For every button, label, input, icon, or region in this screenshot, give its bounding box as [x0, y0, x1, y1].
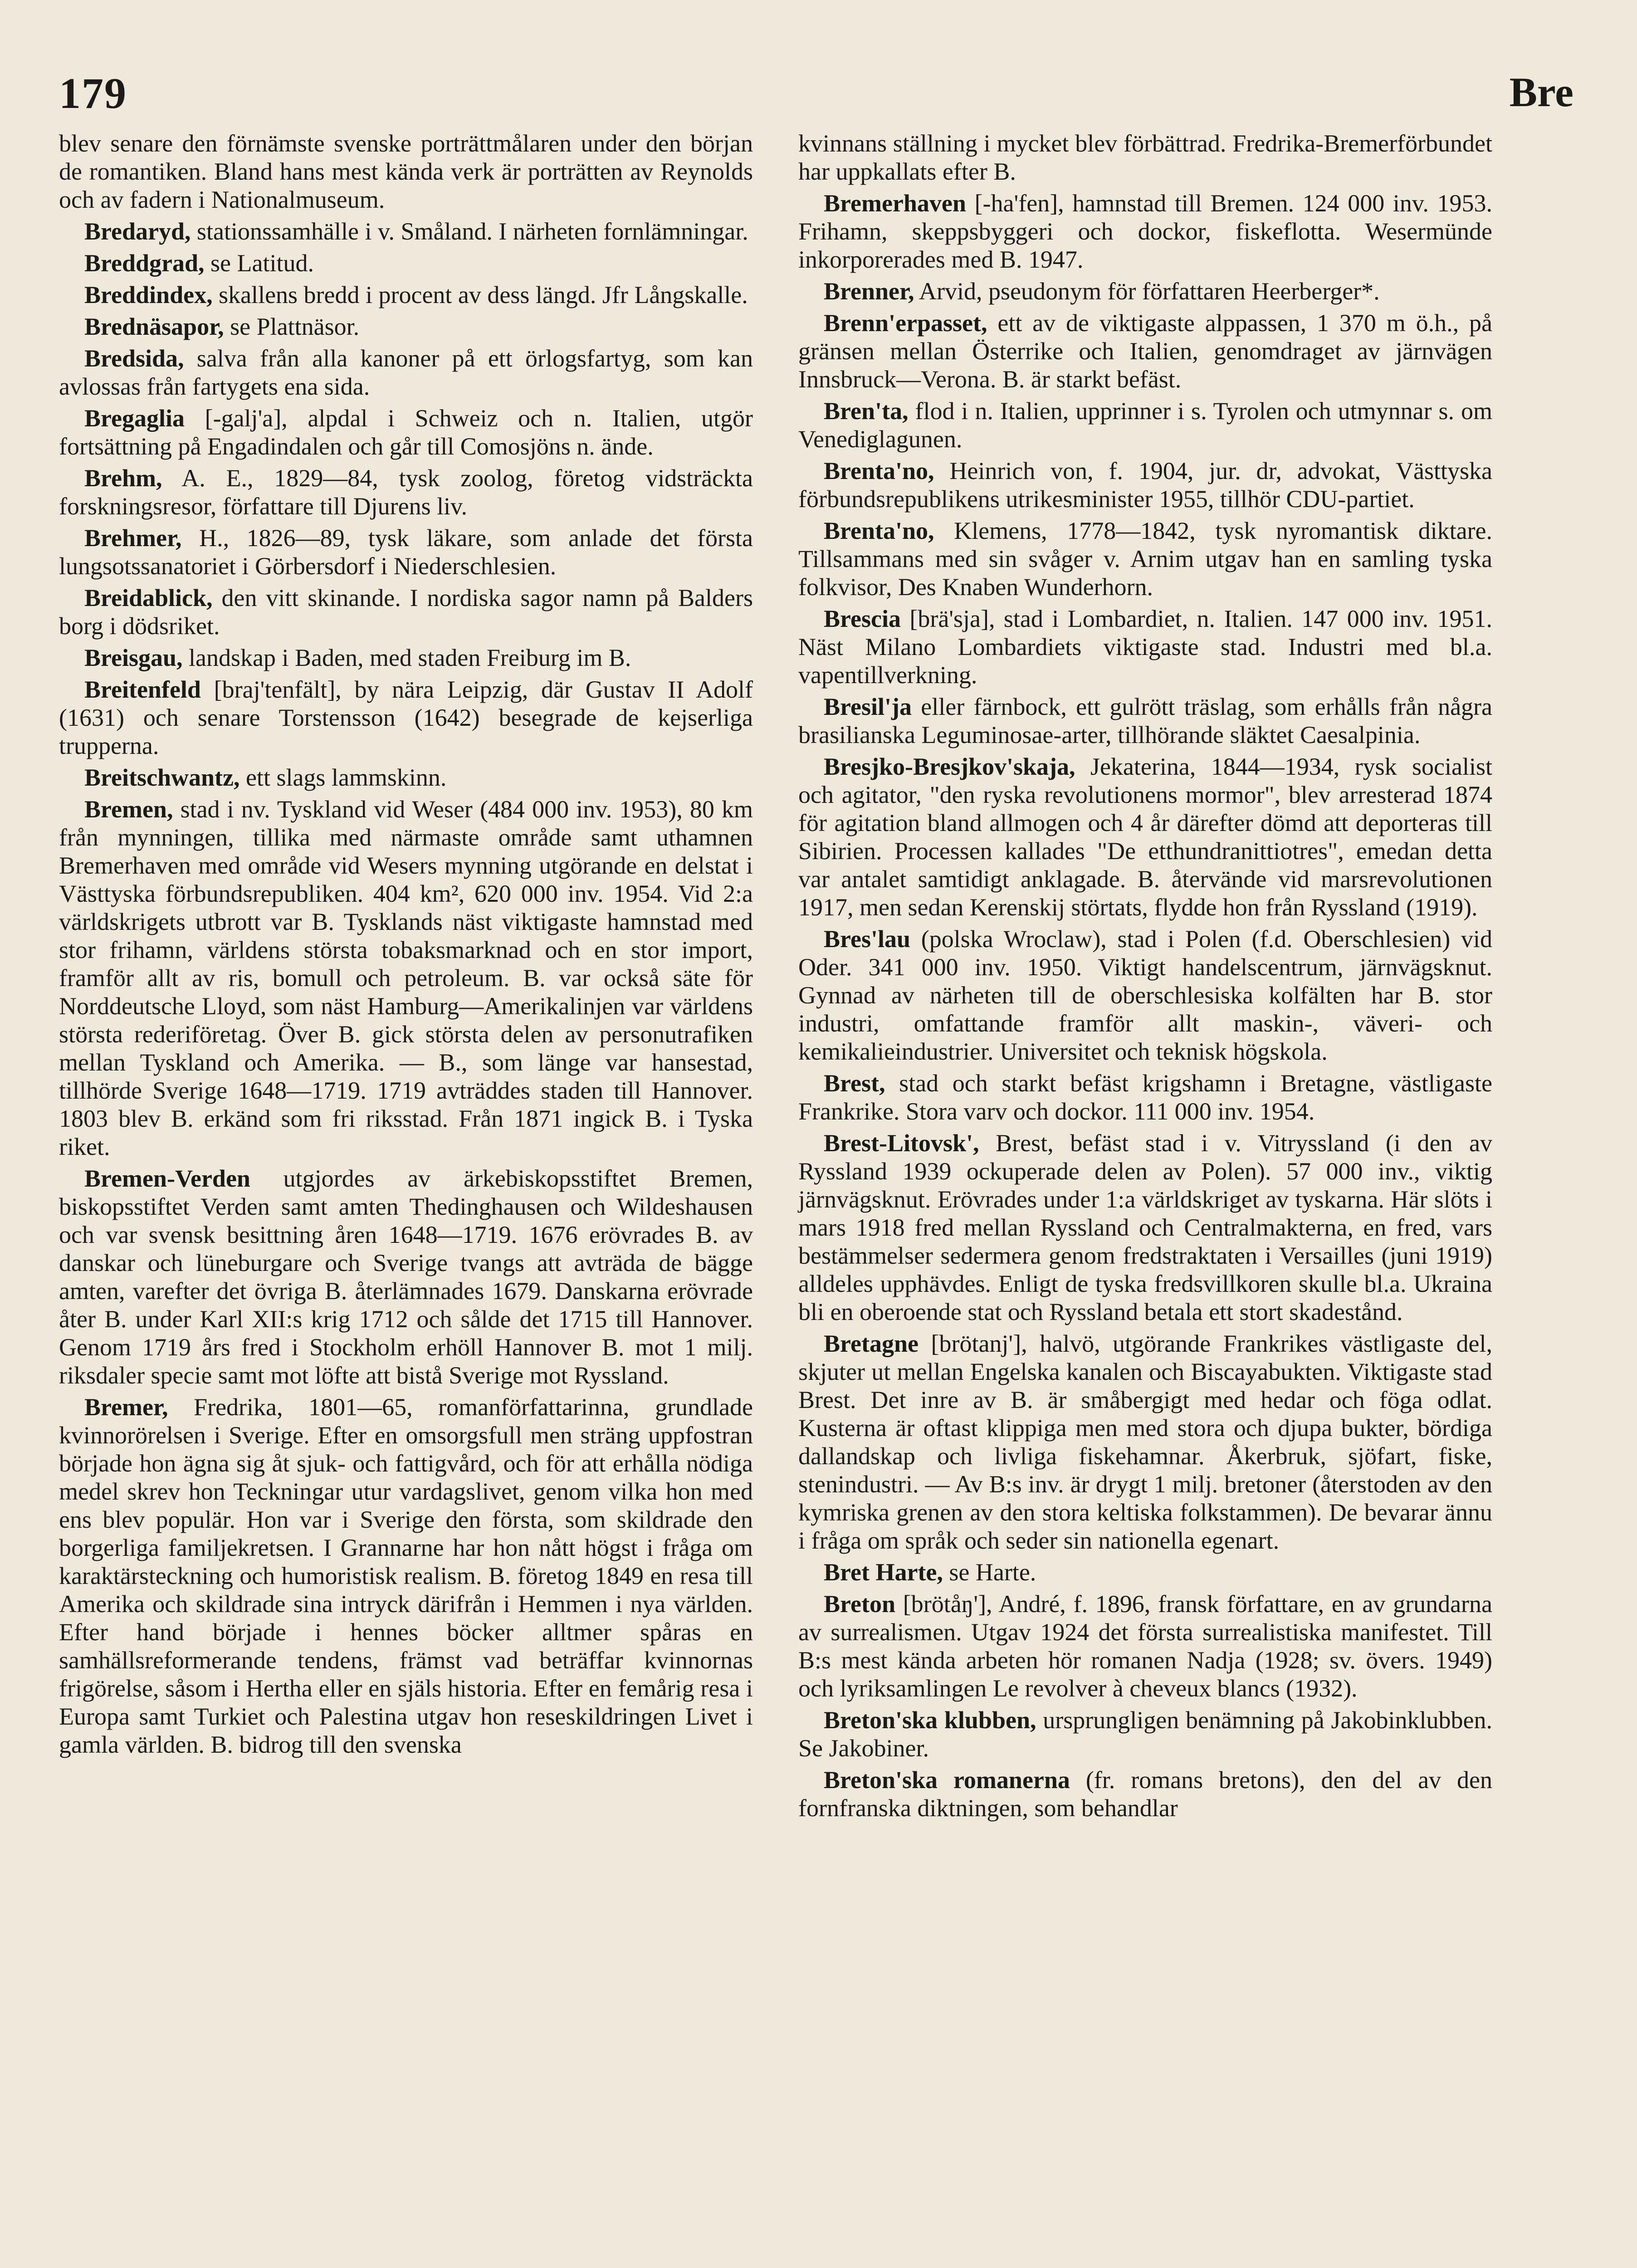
entry-text: se Plattnäsor. — [224, 313, 360, 340]
dictionary-entry — [798, 753, 1492, 921]
dictionary-entry — [59, 763, 753, 792]
dictionary-entry — [798, 189, 1492, 274]
entry-text: skallens bredd i procent av dess längd. Jfr Långskalle. — [212, 281, 748, 308]
dictionary-entry — [59, 281, 753, 309]
dictionary-entry — [59, 524, 753, 580]
entry-headword: Breton'ska romanerna — [824, 1766, 1070, 1794]
entry-text: Brest, befäst stad i v. Vitryssland (i den av Ryssland 1939 ockuperade delen av Polen). 57 000 inv., viktig järnvägsknut. Erövrades under 1:a världskriget av tyskarna. Här slöts i mars 1918 fred mellan Ryssland och Centralmakterna, en fred, vars bestämmelser sedermera genom fredstraktaten i Versailles (juni 1919) alldeles upphävdes. Enligt de tyska fredsvillkoren skulle bl.a. Ukraina bli en oberoende stat och Ryssland betala ett stort skadestånd. — [798, 1129, 1492, 1325]
dictionary-entry — [798, 1129, 1492, 1326]
entry-headword: Breidablick, — [84, 584, 213, 611]
dictionary-entry — [798, 1558, 1492, 1586]
entry-text: [brötåŋ'], André, f. 1896, fransk författare, en av grundarna av surrealismen. Utgav 1924 det första surrealistiska manifestet. Till B:s mest kända arbeten hör romanen Nadja (1928; sv. övers. 1949) och lyriksamlingen Le revolver à cheveux blancs (1932). — [798, 1590, 1492, 1702]
entry-text: [brä'sja], stad i Lombardiet, n. Italien. 147 000 inv. 1951. Näst Milano Lombardiets viktigaste stad. Industri med bl.a. vapentillverkning. — [798, 605, 1492, 689]
entry-text: [-ha'fen], hamnstad till Bremen. 124 000 inv. 1953. Frihamn, skeppsbyggeri och dockor, fiskeflotta. Wesermünde inkorporerades med B. 1947. — [798, 190, 1492, 273]
entry-text: A. E., 1829—84, tysk zoolog, företog vidsträckta forskningsresor, författare till Djurens liv. — [59, 464, 753, 520]
page-number: 179 — [59, 69, 127, 117]
entry-headword: Brescia — [824, 605, 901, 632]
dictionary-entry — [59, 344, 753, 401]
entry-headword: Bresjko-Bresjkov'skaja, — [824, 753, 1075, 780]
entry-headword: Breddgrad, — [84, 249, 205, 277]
entry-headword: Bremerhaven — [824, 190, 966, 217]
entry-headword: Bredaryd, — [84, 218, 191, 245]
dictionary-entry — [798, 309, 1492, 393]
dictionary-entry — [798, 1590, 1492, 1702]
entry-text: H., 1826—89, tysk läkare, som anlade det första lungsotssanatoriet i Görbersdorf i Niederschlesien. — [59, 524, 753, 580]
entry-headword: Brenta'no, — [824, 517, 934, 544]
entry-headword: Bres'lau — [824, 925, 911, 953]
dictionary-entry — [798, 129, 1492, 186]
entry-text: Arvid, pseudonym för författaren Heerberger*. — [914, 278, 1380, 305]
running-headword: Bre — [1509, 69, 1573, 115]
right-column — [798, 129, 1492, 1826]
dictionary-entry — [798, 1706, 1492, 1762]
entry-headword: Bretagne — [824, 1330, 919, 1357]
dictionary-entry — [798, 397, 1492, 453]
entry-text: Jekaterina, 1844—1934, rysk socialist och agitator, "den ryska revolutionens mormor", blev arresterad 1874 för agitation bland allmogen och 4 år därefter dömd att deporteras till Sibirien. Processen kallades "De etthundranittiotres", emedan detta var antalet samtidigt anklagade. B. återvände vid marsrevolutionen 1917, men sedan Kerenskij störtats, flydde hon från Ryssland (1919). — [798, 753, 1492, 921]
entry-text: stationssamhälle i v. Småland. I närheten fornlämningar. — [191, 218, 748, 245]
entry-text: den vitt skinande. I nordiska sagor namn på Balders borg i dödsriket. — [59, 584, 753, 640]
entry-text: ett av de viktigaste alppassen, 1 370 m ö.h., på gränsen mellan Österrike och Italien, genomdraget av järnvägen Innsbruck—Verona. B. är starkt befäst. — [798, 309, 1492, 393]
dictionary-entry — [798, 693, 1492, 749]
entry-headword: Bredsida, — [84, 345, 184, 372]
dictionary-entry — [798, 277, 1492, 305]
entry-text: [-galj'a], alpdal i Schweiz och n. Italien, utgör fortsättning på Engadindalen och går till Comosjöns n. ände. — [59, 405, 753, 460]
dictionary-entry — [798, 1766, 1492, 1822]
entry-headword: Bren'ta, — [824, 397, 909, 425]
dictionary-entry — [798, 1330, 1492, 1554]
entry-headword: Brednäsapor, — [84, 313, 224, 340]
dictionary-entry — [59, 464, 753, 520]
entry-text: se Harte. — [943, 1559, 1036, 1586]
entry-headword: Brehmer, — [84, 524, 182, 552]
entry-headword: Breton'ska klubben, — [824, 1706, 1036, 1734]
dictionary-entry — [798, 517, 1492, 601]
entry-text: (fr. romans bretons), den del av den fornfranska diktningen, som behandlar — [798, 1766, 1492, 1822]
entry-headword: Breddindex, — [84, 281, 213, 308]
entry-headword: Brest, — [824, 1070, 885, 1097]
dictionary-entry — [59, 129, 753, 214]
entry-headword: Bremer, — [84, 1393, 168, 1421]
entry-text: [braj'tenfält], by nära Leipzig, där Gustav II Adolf (1631) och senare Torstensson (1642) besegrade de kejserliga trupperna. — [59, 676, 753, 759]
entry-text: salva från alla kanoner på ett örlogsfartyg, som kan avlossas från fartygets ena sida. — [59, 345, 753, 400]
entry-headword: Bremen, — [84, 796, 173, 823]
entry-text: Klemens, 1778—1842, tysk nyromantisk diktare. Tillsammans med sin svåger v. Arnim utgav han en samling tyska folkvisor, Des Knaben Wunderhorn. — [798, 517, 1492, 601]
entry-text: stad i nv. Tyskland vid Weser (484 000 inv. 1953), 80 km från mynningen, tillika med närmaste område samt uthamnen Bremerhaven med område vid Wesers mynning utgörande en delstat i Västtyska förbundsrepubliken. 404 km², 620 000 inv. 1954. Vid 2:a världskrigets utbrott var B. Tysklands näst viktigaste hamnstad med stor frihamn, världens största tobaksmarknad och en stor import, framför allt av ris, bomull och petroleum. B. var också säte för Norddeutsche Lloyd, som näst Hamburg—Amerikalinjen var världens största rederiföretag. Över B. gick största delen av personutrafiken mellan Tyskland och Amerika. — B., som länge var hansestad, tillhörde Sverige 1648—1719. 1719 avträddes staden till Hannover. 1803 blev B. erkänd som fri riksstad. Från 1871 ingick B. i Tyska riket. — [59, 796, 753, 1160]
entry-text: utgjordes av ärkebiskopsstiftet Bremen, biskopsstiftet Verden samt amten Thedinghausen och Wildeshausen och var svensk besittning åren 1648—1719. 1676 erövrades B. av danskar och lüneburgare och Sverige tvangs att avträda de bägge amten, varefter det övriga B. återlämnades 1679. Danskarna erövrade åter B. under Karl XII:s krig 1712 och sålde det 1715 till Hannover. Genom 1719 års fred i Stockholm erhöll Hannover B. mot 1 milj. riksdaler specie samt mot löfte att bistå Sverige mot Ryssland. — [59, 1165, 753, 1389]
dictionary-entry — [59, 1164, 753, 1389]
entry-text: Fredrika, 1801—65, romanförfattarinna, grundlade kvinnorörelsen i Sverige. Efter en omsorgsfull men sträng uppfostran började hon ägna sig åt sjuk- och fattigvård, och för att erhålla nödiga medel skrev hon Teckningar utur vardagslivet, genom vilka hon med ens blev populär. Hon var i Sverige den första, som skildrade den borgerliga familjekretsen. I Grannarne har hon nått högst i fråga om karaktärsteckning och humoristisk realism. B. företog 1849 en resa till Amerika och skildrade sina intryck därifrån i Hemmen i nya världen. Efter hand började i hennes böcker alltmer spåras en samhällsreformerande tendens, främst vad beträffar kvinnornas frigörelse, såsom i Hertha eller en själs historia. Efter en femårig resa i Europa samt Turkiet och Palestina utgav hon reseskildringen Livet i gamla världen. B. bidrog till den svenska — [59, 1393, 753, 1758]
dictionary-entry — [59, 644, 753, 672]
dictionary-entry — [59, 795, 753, 1161]
entry-text: stad och starkt befäst krigshamn i Bretagne, västligaste Frankrike. Stora varv och dockor. 111 000 inv. 1954. — [798, 1070, 1492, 1125]
entry-headword: Bregaglia — [84, 405, 185, 432]
dictionary-entry — [59, 249, 753, 277]
entry-text: ett slags lammskinn. — [239, 764, 447, 791]
entry-headword: Brenn'erpasset, — [824, 309, 987, 337]
entry-headword: Bret Harte, — [824, 1559, 943, 1586]
entry-text: se Latitud. — [204, 249, 314, 277]
entry-text: blev senare den förnämste svenske porträttmålaren under den början de romantiken. Bland hans mest kända verk är porträtten av Reynolds och av fadern i Nationalmuseum. — [59, 130, 753, 213]
entry-headword: Brehm, — [84, 464, 162, 492]
dictionary-entry — [798, 457, 1492, 513]
dictionary-entry — [798, 605, 1492, 689]
dictionary-entry — [798, 1069, 1492, 1125]
entry-headword: Breton — [824, 1590, 895, 1618]
entry-text: flod i n. Italien, upprinner i s. Tyrolen och utmynnar s. om Venediglagunen. — [798, 397, 1492, 453]
entry-headword: Breisgau, — [84, 644, 183, 671]
dictionary-entry — [59, 217, 753, 245]
entry-headword: Breitschwantz, — [84, 764, 240, 791]
dictionary-entry — [59, 675, 753, 760]
dictionary-entry — [59, 584, 753, 640]
entry-headword: Brest-Litovsk', — [824, 1129, 979, 1157]
dictionary-entry — [59, 1393, 753, 1759]
entry-text: eller färnbock, ett gulrött träslag, som erhålls från några brasilianska Leguminosae-arter, tillhörande släktet Caesalpinia. — [798, 693, 1492, 748]
entry-headword: Brenta'no, — [824, 457, 934, 484]
dictionary-entry — [798, 925, 1492, 1066]
dictionary-entry — [59, 313, 753, 341]
left-column — [59, 129, 753, 1762]
entry-text: landskap i Baden, med staden Freiburg im B. — [182, 644, 631, 671]
dictionary-entry — [59, 404, 753, 460]
entry-text: (polska Wroclaw), stad i Polen (f.d. Oberschlesien) vid Oder. 341 000 inv. 1950. Viktigt handelscentrum, järnvägsknut. Gynnad av närheten till de oberschlesiska kolfälten har B. stor industri, omfattande framför allt maskin-, väveri- och kemikalieindustrier. Universitet och teknisk högskola. — [798, 925, 1492, 1065]
entry-text: ursprungligen benämning på Jakobinklubben. Se Jakobiner. — [798, 1706, 1492, 1762]
entry-headword: Brenner, — [824, 278, 914, 305]
entry-headword: Breitenfeld — [84, 676, 201, 703]
entry-headword: Bresil'ja — [824, 693, 912, 720]
entry-text: Heinrich von, f. 1904, jur. dr, advokat, Västtyska förbundsrepublikens utrikesminister 1955, tillhör CDU-partiet. — [798, 457, 1492, 513]
entry-text: [brötanj'], halvö, utgörande Frankrikes västligaste del, skjuter ut mellan Engelska kanalen och Biscayabukten. Viktigaste stad Brest. Det inre av B. är småbergigt med hedar och föga odlat. Kusterna är oftast klippiga men med stora och djupa bukter, bördiga dallandskap och livliga fiskehamnar. Åkerbruk, sjöfart, fiske, stenindustri. — Av B:s inv. är drygt 1 milj. bretoner (återstoden av den kymriska grenen av den stora keltiska folkstammen). De bevarar ännu i fråga om språk och seder sin nationella egenart. — [798, 1330, 1492, 1554]
entry-headword: Bremen-Verden — [84, 1165, 250, 1192]
entry-text: kvinnans ställning i mycket blev förbättrad. Fredrika-Bremerförbundet har uppkallats efter B. — [798, 130, 1492, 185]
